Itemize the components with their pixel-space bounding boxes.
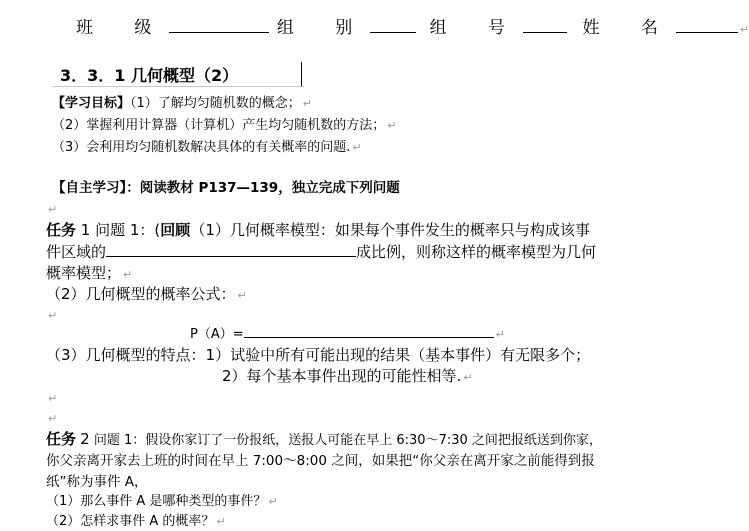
- number-blank[interactable]: [523, 21, 567, 33]
- task2-line-3: 纸”称为事件 A，: [46, 474, 148, 490]
- name-label: 姓 名: [582, 18, 676, 38]
- page-title: 3．3．1 几何概型（2）: [60, 66, 239, 85]
- task1-line-1: 任务 1 问题 1：(回顾（1）几何概率模型：如果每个事件发生的概率只与构成该事: [46, 221, 590, 239]
- task1-q3: （3）几何概型的特点：1）试验中所有可能出现的结果（基本事件）有无限多个；: [46, 346, 591, 364]
- ratio-blank[interactable]: [106, 243, 356, 257]
- task1-label: 任务: [46, 221, 77, 239]
- class-label: 班 级: [76, 18, 170, 38]
- task1-line-2: 件区域的 成比例，则称这样的概率模型为几何: [46, 243, 597, 261]
- formula-blank[interactable]: [244, 326, 494, 338]
- task2-q2: （2）怎样求事件 A 的概率？ ↵: [46, 514, 226, 529]
- class-blank[interactable]: [169, 21, 269, 33]
- goals-line-2: （2）掌握利用计算器（计算机）产生均匀随机数的方法； ↵: [52, 118, 397, 133]
- goals-line-3: （3）会利用均匀随机数解决具体的有关概率的问题. ↵: [52, 140, 362, 155]
- number-label: 组 号: [429, 18, 524, 38]
- group-label: 组 别: [276, 18, 371, 38]
- task1-line-3: 概率模型； ↵: [46, 264, 133, 282]
- task2-line-1: 任务 2 问题 1：假设你家订了一份报纸，送报人可能在早上 6:30～7:30 之间把报纸送到你家，: [46, 430, 602, 448]
- goals-line-1: 【学习目标】（1）了解均匀随机数的概念； ↵: [52, 96, 313, 111]
- task2-label: 任务: [46, 430, 77, 448]
- task1-q3-b: 2）每个基本事件出现的可能性相等. ↵: [222, 367, 473, 385]
- student-info-header: [76, 17, 749, 41]
- empty-paragraph: ↵: [48, 203, 58, 216]
- group-blank[interactable]: [370, 21, 416, 33]
- title-underline-mark: [52, 86, 304, 87]
- task2-line-2: 你父亲离开家去上班的时间在早上 7:00～8:00 之间，如果把“你父亲在离开家之前能得到报: [46, 453, 595, 469]
- formula-line: P（A）= ↵: [190, 327, 505, 342]
- paragraph-mark: ↵: [739, 23, 749, 36]
- self-study-heading: 【自主学习】：阅读教材 P137—139，独立完成下列问题: [52, 180, 400, 196]
- goals-label: 【学习目标】: [52, 96, 131, 111]
- text-cursor: [301, 62, 302, 86]
- task1-q2: （2）几何概型的概率公式： ↵: [46, 285, 247, 303]
- name-blank[interactable]: [676, 21, 738, 33]
- empty-paragraph: ↵: [48, 392, 58, 405]
- empty-paragraph: ↵: [48, 309, 58, 322]
- task2-q1: （1）那么事件 A 是哪种类型的事件？ ↵: [46, 494, 278, 509]
- empty-paragraph: ↵: [48, 412, 58, 425]
